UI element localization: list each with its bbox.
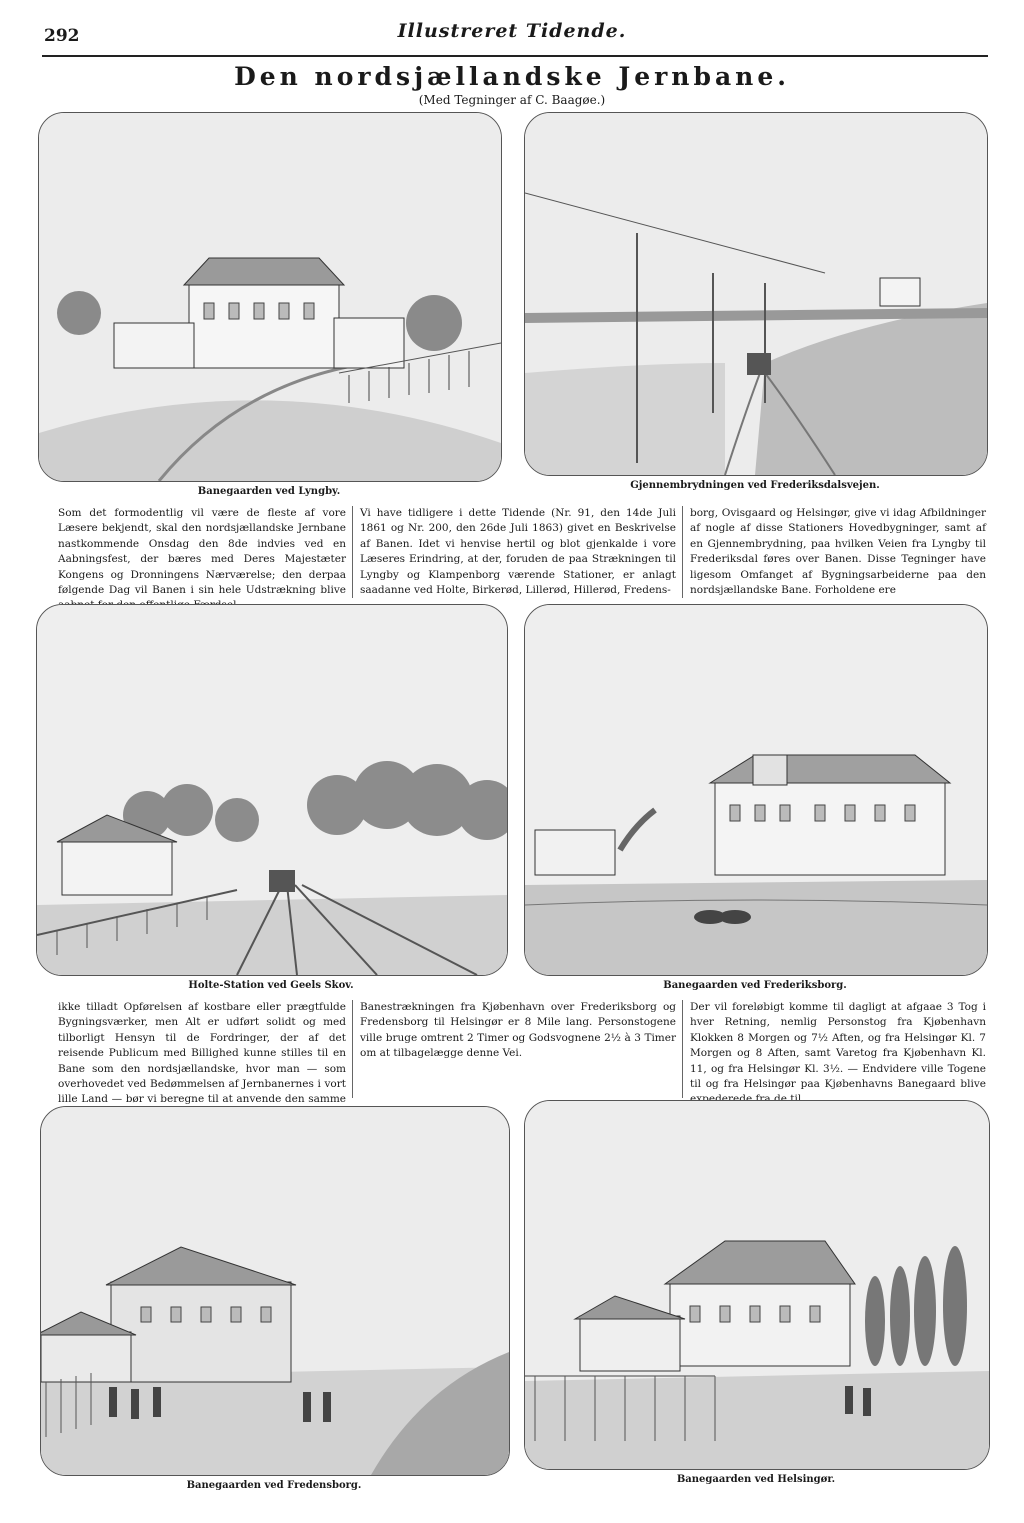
article-byline: (Med Tegninger af C. Baagøe.)	[418, 93, 606, 107]
caption-fredensborg: Banegaarden ved Fredensborg.	[186, 1480, 362, 1491]
caption-lyngby: Banegaarden ved Lyngby.	[197, 486, 341, 497]
text-row2-col1: ikke tilladt Opførelsen af kostbare eller prægtfulde Bygningsværker, men Alt er udført solidt og med tilborligt Hensyn til de Fordringer, der af det reisende Publicum med Billighed kunne stilles til en Bane som den nordsjællandske, hvor man — som overhovedet ved Bedømmelsen af Jernbanernes i vort lille Land — bør vi beregne til at anvende den samme	[58, 1001, 346, 1106]
text-row2-col3: Der vil foreløbigt komme til dagligt at afgaae 3 Tog i hver Retning, nemlig Personstog fra Kjøbenhavn Klokken 8 Morgen og 7½ Aften, og fra Helsingør Kl. 7 Morgen og 8 Aften, samt Varetog fra Kjøbenhavn Kl. 11, og fra Helsingør Kl. 3½. — Endvidere ville Togene til og fra Helsingør paa Kjøbenhavns Banegaard blive	[690, 1001, 986, 1091]
article-title: Den nordsjællandske Jernbane.	[234, 62, 790, 91]
text-row1-col2: Vi have tidligere i dette Tidende (Nr. 91, den 14de Juli 1861 og Nr. 200, den 26de Juli 1863) givet en Beskrivelse af Banen. Idet vi henvise hertil og blot gjenkalde i vore Læseres Erindring, at der, foruden de paa Strækningen til Lyngby og Klampenborg værende Stationer, er anlagt saadanne ved Holte, Birkerød, Lillerød, Hillerød, Fredens-	[360, 507, 676, 597]
illustration-helsingor-station	[524, 1100, 990, 1470]
illustration-frederiksborg-station	[524, 604, 988, 976]
illustration-holte-station	[36, 604, 508, 976]
column-divider	[352, 1000, 353, 1098]
header-rule	[42, 55, 988, 57]
caption-helsingor: Banegaarden ved Helsingør.	[676, 1474, 836, 1485]
text-row1-col3: borg, Ovisgaard og Helsingør, give vi idag Afbildninger af nogle af disse Stationers Hovedbygninger, samt af en Gjennembrydning, paa hvilken Veien fra Lyngby til Frederiksdal føres over Banen. Disse Tegninger have ligesom Omfanget af Bygningsarbeiderne paa den nordsjællandske Bane. Forholdene ere	[690, 507, 986, 597]
illustration-fredensborg-station	[40, 1106, 510, 1476]
text-row2-col2: Banestrækningen fra Kjøbenhavn over Frederiksborg og Fredensborg til Helsingør er 8 Mile lang. Personstogene ville bruge omtrent 2 Timer og Godsvognene 2½ à 3 Timer om at tilbagelægge denne Vei.	[360, 1001, 676, 1060]
masthead: Illustreret Tidende.	[397, 20, 627, 42]
column-divider	[682, 1000, 683, 1098]
page-number: 292	[44, 26, 80, 46]
caption-frederiksdal: Gjennembrydningen ved Frederiksdalsvejen.	[630, 480, 880, 491]
caption-holte: Holte-Station ved Geels Skov.	[188, 980, 354, 991]
caption-frederiksborg: Banegaarden ved Frederiksborg.	[663, 980, 847, 991]
illustration-lyngby-station	[38, 112, 502, 482]
illustration-frederiksdal-cutting	[524, 112, 988, 476]
column-divider	[352, 506, 353, 598]
column-divider	[682, 506, 683, 598]
text-row1-col1: Som det formodentlig vil være de fleste af vore Læsere bekjendt, skal den nordsjællandske Jernbane nastkommende Onsdag den 8de indvies ved en Aabningsfest, der bæres med Deres Majestæter Kongens og Dronningens Nærværelse; den derpaa følgende Dag vil Banen i sin hele Udstrækning blive	[58, 507, 346, 597]
